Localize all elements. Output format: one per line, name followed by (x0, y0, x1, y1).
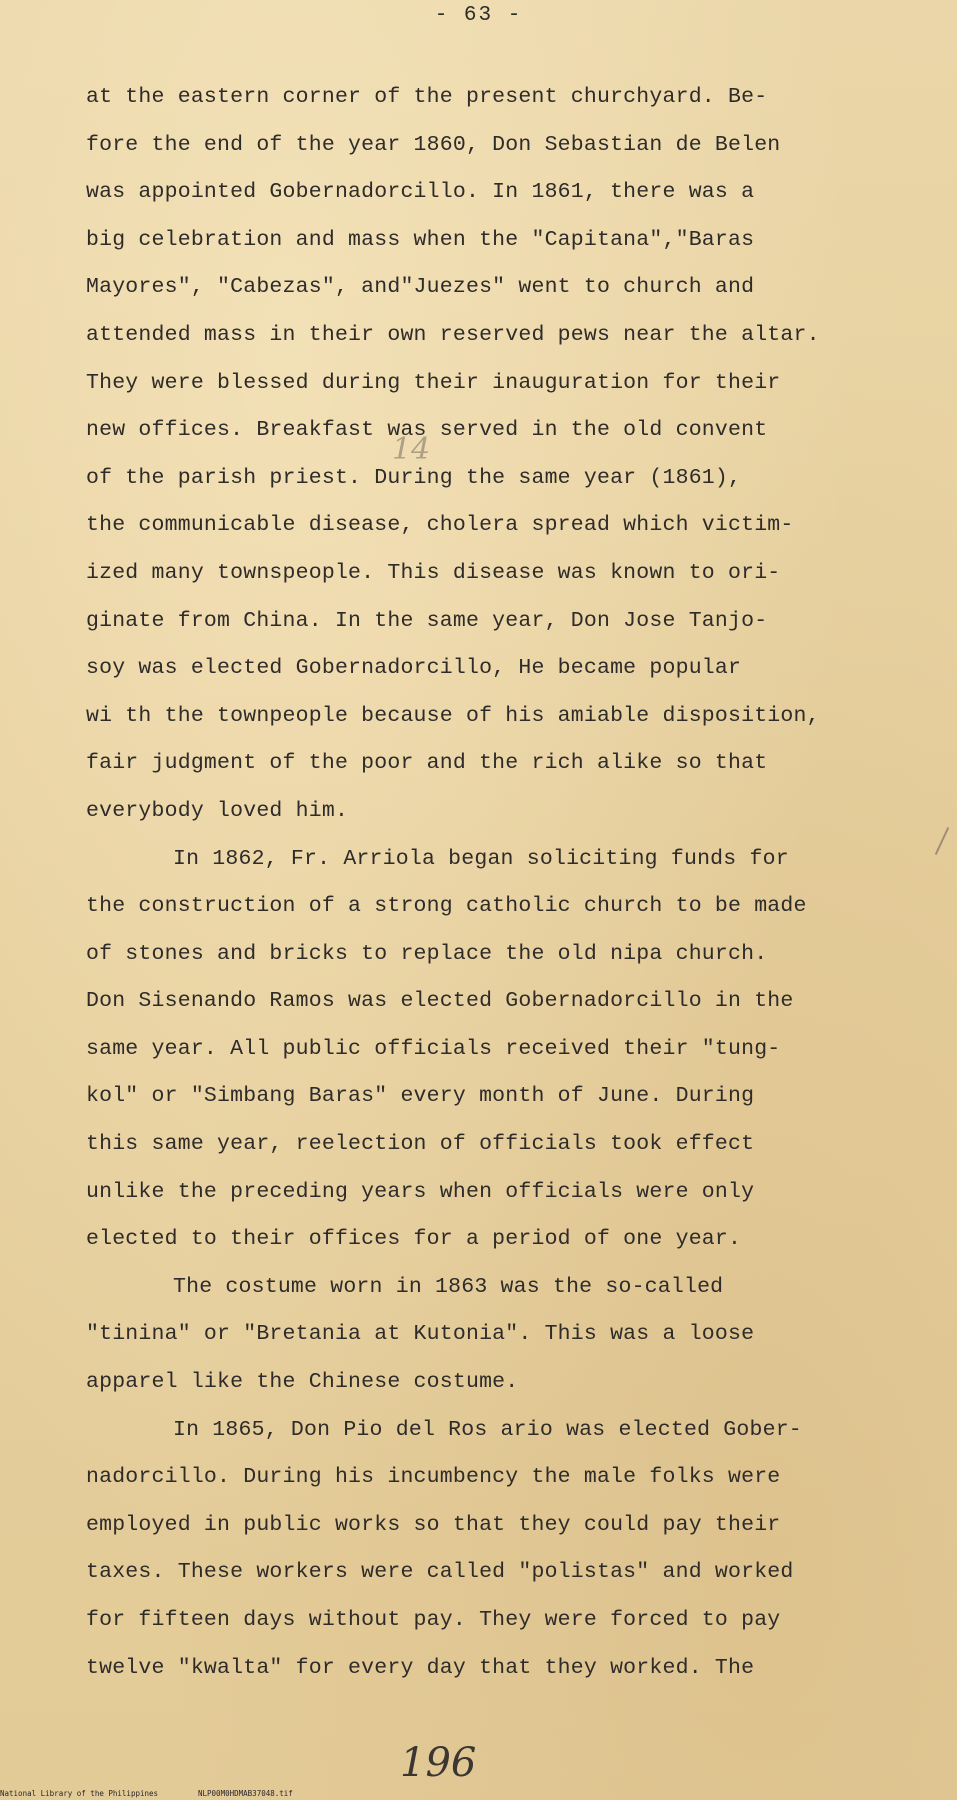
text-line: employed in public works so that they could pay their (86, 1512, 781, 1537)
text-line: unlike the preceding years when officials were only (86, 1179, 755, 1204)
text-line: ized many townspeople. This disease was known to ori- (86, 560, 781, 585)
text-line: fair judgment of the poor and the rich alike so that (86, 751, 768, 776)
text-line: for fifteen days without pay. They were forced to pay (86, 1608, 781, 1632)
text-line: "tinina" or "Bretania at Kutonia". This was a loose (86, 1322, 755, 1347)
text-line: was appointed Gobernadorcillo. In 1861, there was a (86, 180, 755, 205)
text-line: this same year, reelection of officials took effect (86, 1132, 755, 1157)
text-line: new offices. Breakfast was served in the old convent (86, 418, 768, 443)
text-line: Don Sisenando Ramos was elected Gobernadorcillo in the (86, 989, 794, 1014)
archive-filename: NLP00M0HDMAB37048.tif (198, 1789, 293, 1798)
text-line: twelve "kwalta" for every day that they worked. The (86, 1655, 755, 1680)
text-line: kol" or "Simbang Baras" every month of June. During (86, 1084, 755, 1109)
text-line: apparel like the Chinese costume. (86, 1370, 519, 1395)
text-line: big celebration and mass when the "Capitana","Baras (86, 227, 755, 252)
text-line: of the parish priest. During the same year (1861), (86, 465, 742, 490)
page-number: - 63 - (434, 4, 523, 27)
text-line: elected to their offices for a period of one year. (86, 1227, 742, 1252)
paragraph-start-line: In 1865, Don Pio del Ros ario was elected Gober- (173, 1417, 802, 1442)
text-line: at the eastern corner of the present churchyard. Be- (86, 85, 768, 109)
text-line: the construction of a strong catholic church to be made (86, 894, 807, 919)
text-line: ginate from China. In the same year, Don Jose Tanjo- (86, 608, 768, 633)
text-line: They were blessed during their inauguration for their (86, 370, 781, 395)
handwritten-folio-number: 196 (400, 1740, 477, 1786)
document-body (86, 74, 926, 1692)
archive-credit: National Library of the Philippines (0, 1789, 159, 1798)
text-line: fore the end of the year 1860, Don Sebastian de Belen (86, 132, 781, 157)
text-line: of stones and bricks to replace the old nipa church. (86, 941, 768, 966)
text-line: wi th the townpeople because of his amiable disposition, (86, 703, 820, 728)
text-line: same year. All public officials received their "tung- (86, 1036, 781, 1061)
text-line: the communicable disease, cholera spread which victim- (86, 513, 794, 538)
text-line: Mayores", "Cabezas", and"Juezes" went to church and (86, 275, 755, 300)
paragraph-start-line: In 1862, Fr. Arriola began soliciting funds for (173, 846, 789, 871)
text-line: soy was elected Gobernadorcillo, He became popular (86, 656, 742, 681)
paragraph-start-line: The costume worn in 1863 was the so-called (173, 1274, 724, 1299)
pencil-annotation: 14 (392, 432, 431, 467)
text-line: taxes. These workers were called "polistas" and worked (86, 1560, 794, 1585)
text-line: nadorcillo. During his incumbency the male folks were (86, 1465, 781, 1490)
margin-tick-mark (935, 827, 949, 855)
text-line: attended mass in their own reserved pews near the altar. (86, 322, 820, 347)
text-line: everybody loved him. (86, 798, 349, 823)
